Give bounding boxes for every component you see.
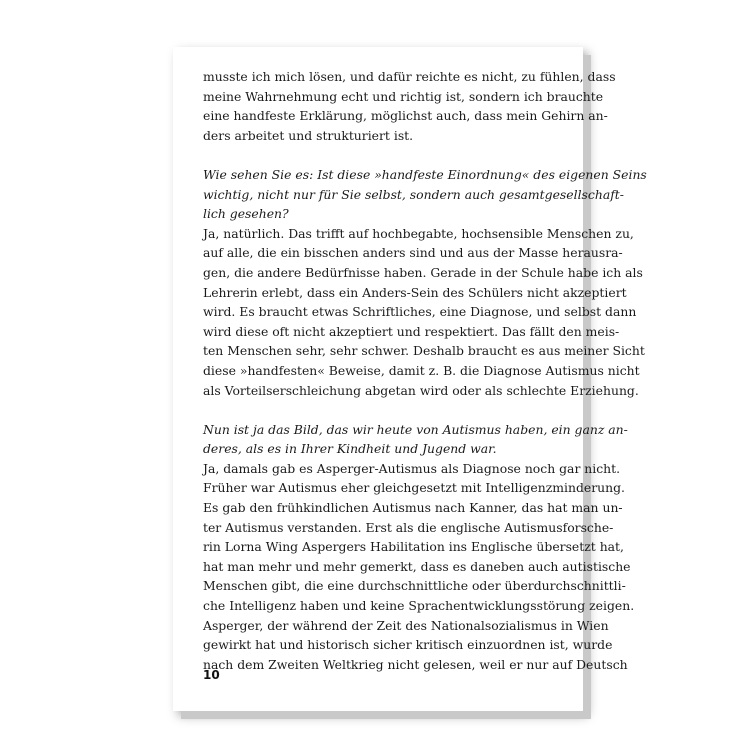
question-line: Wie sehen Sie es: Ist diese »handfeste Einordnung« des eigenen Seins — [203, 166, 647, 182]
text-line: als Vorteilserschleichung abgetan wird oder als schlechte Erziehung. — [203, 382, 639, 398]
text-line: wird. Es braucht etwas Schriftliches, eine Diagnose, und selbst dann — [203, 304, 637, 320]
text-line: auf alle, die ein bisschen anders sind und aus der Masse herausra- — [203, 245, 623, 261]
interview-answer-1 — [203, 224, 645, 400]
text-line: ter Autismus verstanden. Erst als die englische Autismusforsche- — [203, 519, 614, 535]
text-line: gen, die andere Bedürfnisse haben. Gerade in der Schule habe ich als — [203, 264, 643, 280]
text-line: Ja, natürlich. Das trifft auf hochbegabte, hochsensible Menschen zu, — [203, 225, 634, 241]
interview-question-2 — [203, 420, 628, 459]
question-line: lich gesehen? — [203, 206, 289, 222]
text-line: nach dem Zweiten Weltkrieg nicht gelesen, weil er nur auf Deutsch — [203, 656, 628, 672]
question-line: Nun ist ja das Bild, das wir heute von Autismus haben, ein ganz an- — [203, 421, 628, 437]
text-line: musste ich mich lösen, und dafür reichte es nicht, zu fühlen, dass — [203, 69, 616, 84]
question-line: deres, als es in Ihrer Kindheit und Jugend war. — [203, 441, 497, 457]
text-line: che Intelligenz haben und keine Sprachentwicklungsstörung zeigen. — [203, 598, 635, 614]
text-line: Menschen gibt, die eine durchschnittliche oder überdurchschnittli- — [203, 578, 626, 594]
text-line: ders arbeitet und strukturiert ist. — [203, 127, 414, 143]
paragraph-spacer — [203, 145, 551, 165]
text-line: rin Lorna Wing Aspergers Habilitation ins Englische übersetzt hat, — [203, 539, 624, 555]
question-line: wichtig, nicht nur für Sie selbst, sondern auch gesamtgesellschaft- — [203, 186, 624, 202]
interview-question-1 — [203, 165, 647, 224]
text-line: hat man mehr und mehr gemerkt, dass es daneben auch autistische — [203, 558, 631, 574]
page-body — [203, 67, 647, 674]
book-page — [173, 47, 647, 711]
page-number: 10 — [203, 668, 220, 682]
text-line: diese »handfesten« Beweise, damit z. B. die Diagnose Autismus nicht — [203, 362, 640, 378]
text-line: Früher war Autismus eher gleichgesetzt mit Intelligenzminderung. — [203, 480, 625, 496]
text-line: Ja, damals gab es Asperger-Autismus als Diagnose noch gar nicht. — [203, 460, 621, 476]
text-line: eine handfeste Erklärung, möglichst auch, dass mein Gehirn an- — [203, 108, 608, 124]
text-line: meine Wahrnehmung echt und richtig ist, sondern ich brauchte — [203, 88, 604, 104]
text-line: gewirkt hat und historisch sicher kritisch einzuordnen ist, wurde — [203, 637, 613, 653]
text-line: Asperger, der während der Zeit des Nationalsozialismus in Wien — [203, 617, 609, 633]
paragraph-spacer — [203, 400, 551, 420]
text-line: wird diese oft nicht akzeptiert und respektiert. Das fällt den meis- — [203, 323, 620, 339]
text-line: Es gab den frühkindlichen Autismus nach Kanner, das hat man un- — [203, 500, 623, 516]
paragraph-1 — [203, 67, 616, 145]
text-line: ten Menschen sehr, sehr schwer. Deshalb braucht es aus meiner Sicht — [203, 343, 645, 359]
interview-answer-2 — [203, 459, 635, 675]
text-line: Lehrerin erlebt, dass ein Anders-Sein des Schülers nicht akzeptiert — [203, 284, 627, 300]
